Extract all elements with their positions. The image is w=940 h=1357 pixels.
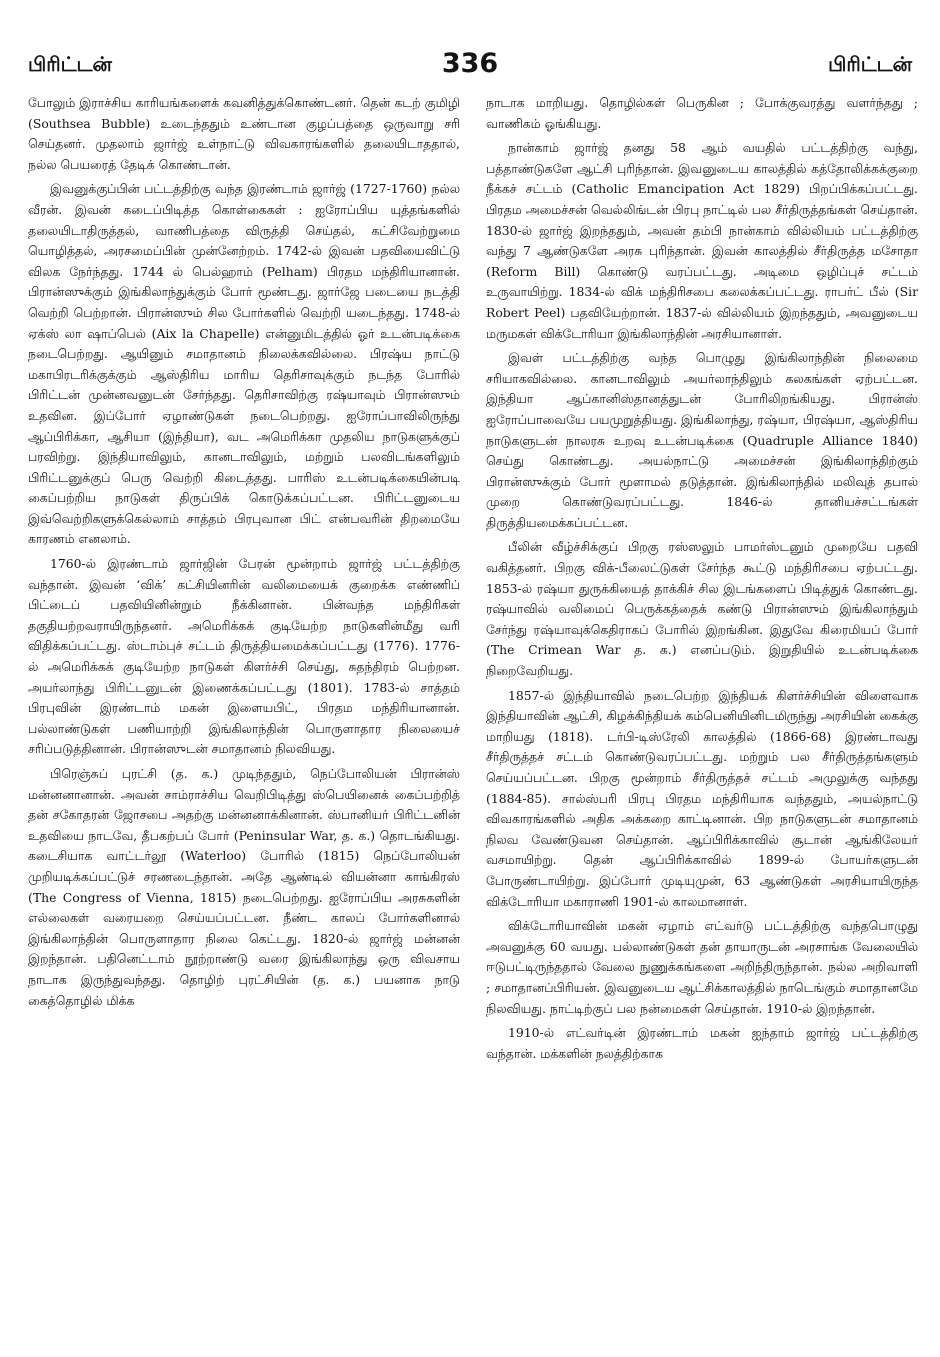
left-paragraph-3: 1760-ல் இரண்டாம் ஜார்ஜின் பேரன் மூன்றாம் ஜார்ஜ் பட்டத்திற்கு வந்தான். இவன் ‘விக்’ கட்சியினரின் வலிமையைக் குறைக்க எண்ணிப் பிட்டைப் பதவியினின்றும் நீக்கினான். பின்வந்த மந்திரிகள் தகுதியற்றவராயிருந்தனர். அமெரிக்கக் குடியேற்ற நாடுகளின்மீது வரி விதிக்கப்பட்டது. ஸ்டாம்புச் சட்டம் திருத்தியமைக்கப்பட்டது (1776). 1776-ல் அமெரிக்கக் குடியேற்ற நாடுகள் கிளர்ச்சி செய்து, சுதந்திரம் பெற்றன. அயர்லாந்து பிரிட்டனுடன் இணைக்கப்பட்டது (1801). 1783-ல் சாத்தம் பிரபுவின் இரண்டாம் மகன் இளையபிட், பிரதம மந்திரியானான். பல்லாண்டுகள் பணியாற்றி இங்கிலாந்தின் பொருளாதார நிலையைச் சரிப்படுத்தினான். பிரான்ஸுடன் சமாதானம் நிலவியது. [28,556,460,757]
left-paragraph-4: பிரெஞ்சுப் புரட்சி (த. க.) முடிந்ததும், நெப்போலியன் பிரான்ஸ் மன்னனானான். அவன் சாம்ராச்சிய வெறிபிடித்து ஸ்பெயினைக் கைப்பற்றித் தன் சகோதரன் ஜோசபை அதற்கு மன்னனாக்கினான். ஸ்பானியர் பிரிட்டனின் உதவியை நாடவே, தீபகற்பப் போர் (Peninsular War, த. க.) தொடங்கியது. கடைசியாக வாட்டர்லூ (Waterloo) போரில் (1815) நெப்போலியன் முறியடிக்கப்பட்டுச் சரணடைந்தான். அதே ஆண்டில் வியன்னா காங்கிரஸ் (The Congress of Vienna, 1815) நடைபெற்றது. ஐரோப்பிய அரசுகளின் எல்லைகள் வரையறை செய்யப்பட்டன. நீண்ட காலப் போர்களினால் இங்கிலாந்தின் பொருளாதார நிலை கெட்டது. 1820-ல் ஜார்ஜ் மன்னன் இறந்தான். பதினெட்டாம் நூற்றாண்டு வரை இங்கிலாந்து ஒரு விவசாய நாடாக இருந்துவந்தது. தொழிற் புரட்சியின் (த. க.) பயனாக நாடு கைத்தொழில் மிக்க [28,766,460,1008]
right-paragraph-1: நாடாக மாறியது. தொழில்கள் பெருகின ; போக்குவரத்து வளர்ந்தது ; வாணிகம் ஓங்கியது. [486,95,918,131]
running-head-right: பிரிட்டன் [828,52,912,76]
page-header [0,48,940,88]
right-paragraph-2: நான்காம் ஜார்ஜ் தனது 58 ஆம் வயதில் பட்டத்திற்கு வந்து, பத்தாண்டுகளே ஆட்சி புரிந்தான். இவனுடைய காலத்தில் கத்தோலிக்கக்குறை நீக்கச் சட்டம் (Catholic Emancipation Act 1829) பிறப்பிக்கப்பட்டது. பிரதம அமைச்சன் வெல்லிங்டன் பிரபு நாட்டில் பல சீர்திருத்தங்கள் செய்தான். 1830-ல் ஜார்ஜ் இறந்ததும், அவன் தம்பி நான்காம் வில்லியம் பட்டத்திற்கு வந்து 7 ஆண்டுகளே அரசு புரிந்தான். இவன் காலத்தில் சீர்திருத்த மசோதா (Reform Bill) கொண்டு வரப்பட்டது. அடிமை ஒழிப்புச் சட்டம் உருவாயிற்று. 1834-ல் விக் மந்திரிசபை கலைக்கப்பட்டது. ராபர்ட் பீல் (Sir Robert Peel) பதவியேற்றான். 1837-ல் வில்லியம் இறந்ததும், அவனுடைய மருமகள் விக்டோரியா இங்கிலாந்தின் அரசியானாள். [486,140,918,341]
right-paragraph-3: இவள் பட்டத்திற்கு வந்த பொழுது இங்கிலாந்தின் நிலைமை சரியாகவில்லை. கானடாவிலும் அயர்லாந்திலும் கலகங்கள் ஏற்பட்டன. இந்தியா ஆப்கானிஸ்தானத்துடன் போரிலிறங்கியது. பிரான்ஸ் ஐரோப்பாவையே பயமுறுத்தியது. இங்கிலாந்து, ரஷ்யா, பிரஷ்யா, ஆஸ்திரிய நாடுகளுடன் நாலரசு உறவு உடன்படிக்கை (Quadruple Alliance 1840) செய்து கொண்டது. அயல்நாட்டு அமைச்சன் இங்கிலாந்திற்கும் பிரான்ஸுக்கும் போர் மூளாமல் தடுத்தான். இங்கிலாந்தில் மலிவுத் தபால் முறை கொண்டுவரப்பட்டது. 1846-ல் தானியச்சட்டங்கள் திருத்தியமைக்கப்பட்டன. [486,350,918,530]
right-paragraph-6: விக்டோரியாவின் மகன் ஏழாம் எட்வர்டு பட்டத்திற்கு வந்தபொழுது அவனுக்கு 60 வயது. பல்லாண்டுகள் தன் தாயாருடன் அரசாங்க வேலையில் ஈடுபட்டிருந்ததால் வேலை நுணுக்கங்களை அறிந்திருந்தான். நல்ல அறிவாளி ; சமாதானப்பிரியன். இவனுடைய ஆட்சிக்காலத்தில் நாடெங்கும் சமாதானமே நிலவியது. நாட்டிற்குப் பல நன்மைகள் செய்தான். 1910-ல் இறந்தான். [486,918,918,1016]
left-column [28,93,460,1348]
left-paragraph-2: இவனுக்குப்பின் பட்டத்திற்கு வந்த இரண்டாம் ஜார்ஜ் (1727-1760) நல்ல வீரன். இவன் கடைப்பிடித்த கொள்கைகள் : ஐரோப்பிய யுத்தங்களில் தலையிடாதிருத்தல், வாணிபத்தை விருத்தி செய்தல், கட்சிவேற்றுமை யொழித்தல், அரசமைப்பின் முன்னேற்றம். 1742-ல் இவன் பதவியைவிட்டு விலக நேர்ந்தது. 1744 ல் பெல்ஹாம் (Pelham) பிரதம மந்திரியானான். பிரான்ஸுக்கும் இங்கிலாந்துக்கும் போர் மூண்டது. ஜார்ஜே படையை நடத்தி வெற்றி பெற்றான். பிரான்ஸும் சில போர்களில் வெற்றி யடைந்தது. 1748-ல் ஏக்ஸ் லா ஷாப்பெல் (Aix la Chapelle) என்னுமிடத்தில் ஓர் உடன்படிக்கை நடைபெற்றது. ஆயினும் சமாதானம் நிலைக்கவில்லை. பிரஷ்ய நாட்டு மகாபிரடரிக்குக்கும் ஆஸ்திரிய மாரிய தெரிசாவுக்கும் நடந்த போரில் பிரிட்டன் முன்னவனுடன் சேர்ந்தது. தெரிசாவிற்கு ரஷ்யாவும் பிரான்ஸும் உதவின. இப்போர் ஏழாண்டுகள் நடைபெற்றது. ஐரோப்பாவிலிருந்து ஆப்பிரிக்கா, ஆசியா (இந்தியா), வட அமெரிக்கா முதலிய நாடுகளுக்குப் பரவிற்று. இந்தியாவிலும், கானடாவிலும், மற்றும் பலவிடங்களிலும் பிரிட்டனுக்குப் பெரு வெற்றி கிடைத்தது. பாரிஸ் உடன்படிக்கையின்படி கைப்பற்றிய நாடுகள் திருப்பிக் கொடுக்கப்பட்டன. பிரிட்டனுடைய இவ்வெற்றிகளுக்கெல்லாம் சாத்தம் பிரபுவான பிட் என்பவரின் திறமையே காரணம் எனலாம். [28,181,460,547]
right-paragraph-5: 1857-ல் இந்தியாவில் நடைபெற்ற இந்தியக் கிளர்ச்சியின் விளைவாக இந்தியாவின் ஆட்சி, கிழக்கிந்தியக் கம்பெனியினிடமிருந்து அரசியின் கைக்கு மாறியது (1818). டர்பி-டிஸ்ரேலி காலத்தில் (1866-68) இரண்டாவது சீர்திருத்தச் சட்டம் கொண்டுவரப்பட்டது. மற்றும் பல சீர்திருத்தங்களும் செய்யப்பட்டன. பிறகு மூன்றாம் சீர்திருத்தச் சட்டம் அமுலுக்கு வந்தது (1884-85). சால்ஸ்பரி பிரபு பிரதம மந்திரியாக வந்ததும், அயல்நாட்டு விவகாரங்களில் அதிக அக்கறை காட்டினான். பிற நாடுகளுடன் சமாதானம் நிலவ வேண்டுவன செய்தான். ஆப்பிரிக்காவில் சூடான் ஆங்கிலேயர் வசமாயிற்று. தென் ஆப்பிரிக்காவில் 1899-ல் போயர்களுடன் போருண்டாயிற்று. இப்போர் முடியுமுன், 63 ஆண்டுகள் அரசியாயிருந்த விக்டோரியா மகாராணி 1901-ல் காலமானாள். [486,687,918,909]
left-paragraph-1: போலும் இராச்சிய காரியங்களைக் கவனித்துக்கொண்டனர். தென் கடற் குமிழி (Southsea Bubble) உடைந்ததும் உண்டான குழப்பத்தை ஒருவாறு சரி செய்தனர். முதலாம் ஜார்ஜ் உள்நாட்டு விவகாரங்களில் தலையிடாததால், நல்ல பெயரைத் தேடிக் கொண்டான். [28,95,460,172]
right-paragraph-7: 1910-ல் எட்வர்டின் இரண்டாம் மகன் ஐந்தாம் ஜார்ஜ் பட்டத்திற்கு வந்தான். மக்களின் நலத்திற்காக [486,1025,918,1061]
page-number: 336 [441,48,499,79]
right-column [486,93,918,1348]
right-paragraph-4: பீலின் வீழ்ச்சிக்குப் பிறகு ரஸ்ஸலும் பாமர்ஸ்டனும் முறையே பதவி வகித்தனர். பிறகு விக்-பீலைட்டுகள் சேர்ந்த கூட்டு மந்திரிசபை ஏற்பட்டது. 1853-ல் ரஷ்யா துருக்கியைத் தாக்கிச் சில இடங்களைப் பிடித்துக் கொண்டது. ரஷ்யாவில் வலிமைப் பெருக்கத்தைக் கண்டு பிரான்ஸும் இங்கிலாந்தும் சேர்ந்து ரஷ்யாவுக்கெதிராகப் போரில் இறங்கின. இதுவே கிரைமியப் போர் (The Crimean War த. க.) எனப்படும். இறுதியில் உடன்படிக்கை நிறைவேறியது. [486,539,918,679]
running-head-left: பிரிட்டன் [28,52,112,76]
